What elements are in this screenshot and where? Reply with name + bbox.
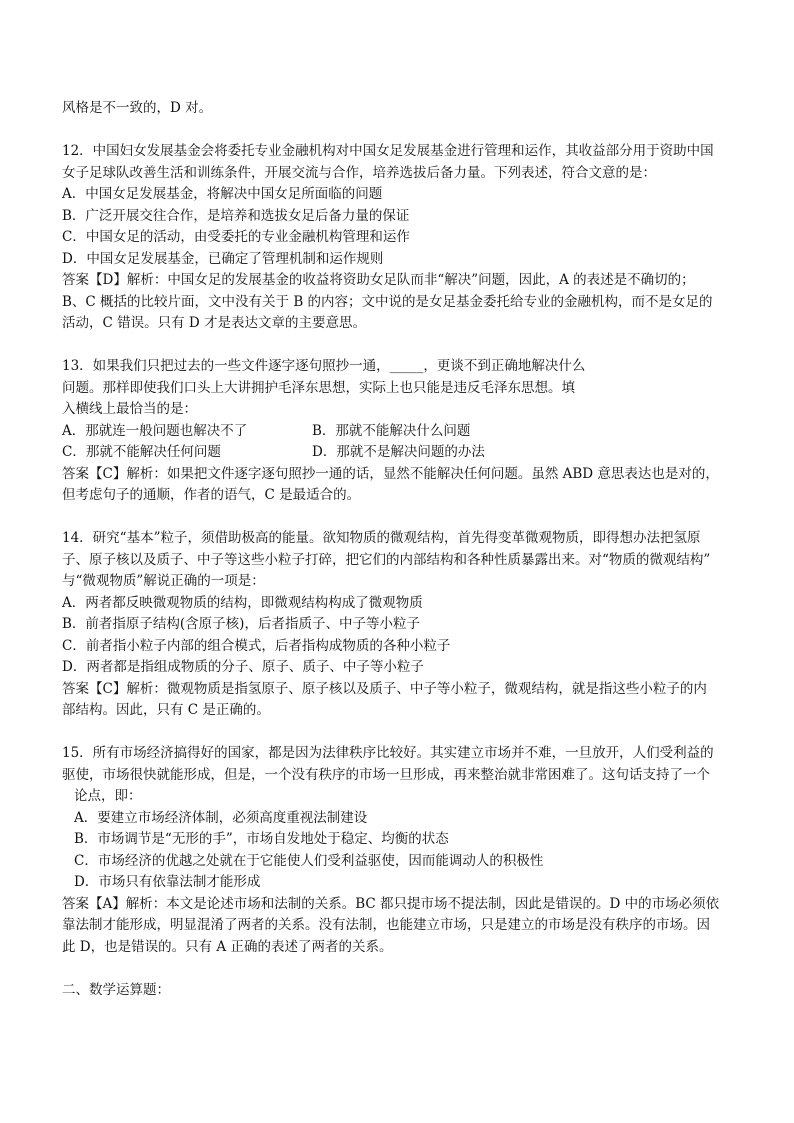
answer-line: 答案【D】解析：中国女足的发展基金的收益将资助女足队而非“解决”问题，因此，A 的表述是不确切的； xyxy=(62,272,695,288)
question-stem-line: 入横线上最恰当的是： xyxy=(62,401,197,417)
previous-answer-tail: 风格是不一致的，D 对。 xyxy=(62,100,213,116)
option-c: C．那就不能解决任何问题 xyxy=(62,444,221,460)
question-stem-line: 14．研究“基本”粒子，须借助极高的能量。欲知物质的微观结构，首先得变革微观物质，即得想办法把氢原 xyxy=(62,530,701,546)
question-12 xyxy=(62,141,742,335)
answer-line: 此 D，也是错误的。只有 A 正确的表述了两者的关系。 xyxy=(62,938,393,955)
answer-line: 但考虑句子的通顺，作者的语气，C 是最适合的。 xyxy=(62,487,361,503)
question-15 xyxy=(62,743,742,958)
option-c: C．中国女足的活动，由受委托的专业金融机构管理和运作 xyxy=(62,229,410,245)
option-a: A．要建立市场经济体制，必须高度重视法制建设 xyxy=(74,809,368,826)
answer-line: 答案【A】解析：本文是论述市场和法制的关系。BC 都只提市场不提法制，因此是错误的。D 中的市场必须依 xyxy=(62,895,720,912)
question-stem-line: 子、原子核以及质子、中子等这些小粒子打碎，把它们的内部结构和各种性质暴露出来。对“物质的微观结构” xyxy=(62,551,711,568)
question-13 xyxy=(62,356,742,507)
answer-line: 答案【C】解析：微观物质是指氢原子、原子核以及质子、中子等小粒子，微观结构，就是指这些小粒子的内 xyxy=(62,680,707,697)
option-c: C．前者指小粒子内部的组合模式，后者指构成物质的各种小粒子 xyxy=(62,637,451,654)
question-14 xyxy=(62,528,742,722)
option-a: A．中国女足发展基金，将解决中国女足所面临的问题 xyxy=(62,186,383,202)
option-c: C．市场经济的优越之处就在于它能使人们受利益驱使，因而能调动人的积极性 xyxy=(74,852,544,869)
question-stem-line: 与“微观物质”解说正确的一项是： xyxy=(62,573,265,589)
option-b: B．前者指原子结构(含原子核)，后者指质子、中子等小粒子 xyxy=(62,616,420,632)
section-heading: 二、数学运算题： xyxy=(62,981,170,998)
answer-line: 靠法制才能形成，明显混淆了两者的关系。没有法制，也能建立市场，只是建立的市场是没有秩序的市场。因 xyxy=(62,917,710,933)
option-d: D．那就不是解决问题的办法 xyxy=(312,444,485,460)
question-stem-line: 12．中国妇女发展基金会将委托专业金融机构对中国女足发展基金进行管理和运作，其收益部分用于资助中国 xyxy=(62,143,714,159)
question-stem-line: 问题。那样即使我们口头上大讲拥护毛泽东思想，实际上也只能是违反毛泽东思想。填 xyxy=(62,379,575,396)
answer-line: B、C 概括的比较片面，文中没有关于 B 的内容；文中说的是女足基金委托给专业的金融机构，而不是女足的 xyxy=(62,293,713,310)
question-stem-line: 论点，即： xyxy=(74,788,142,804)
question-stem-line: 女子足球队改善生活和训练条件，开展交流与合作，培养选拔后备力量。下列表述，符合文意的是： xyxy=(62,164,656,181)
option-b: B．市场调节是“无形的手”，市场自发地处于稳定、均衡的状态 xyxy=(74,831,449,847)
option-b: B．那就不能解决什么问题 xyxy=(312,422,471,439)
question-stem-line: 驱使，市场很快就能形成，但是，一个没有秩序的市场一旦形成，再来整治就非常困难了。这句话支持了一个 xyxy=(62,766,710,783)
options-row xyxy=(62,421,742,443)
answer-line: 答案【C】解析：如果把文件逐字逐句照抄一通的话，显然不能解决任何问题。虽然 ABD 意思表达也是对的， xyxy=(62,465,719,482)
options-row xyxy=(62,442,742,464)
document-page xyxy=(62,98,742,1001)
option-d: D．市场只有依靠法制才能形成 xyxy=(74,874,261,890)
question-stem-line: 15．所有市场经济搞得好的国家，都是因为法律秩序比较好。其实建立市场并不难，一旦放开，人们受利益的 xyxy=(62,745,714,761)
option-d: D．两者都是指组成物质的分子、原子、质子、中子等小粒子 xyxy=(62,659,424,675)
question-stem-line: 13．如果我们只把过去的一些文件逐字逐句照抄一通，_____，更谈不到正确地解决什么 xyxy=(62,358,586,374)
answer-line: 活动，C 错误。只有 D 才是表达文章的主要意思。 xyxy=(62,315,367,331)
option-a: A．两者都反映微观物质的结构，即微观结构构成了微观物质 xyxy=(62,594,423,611)
option-a: A．那就连一般问题也解决不了 xyxy=(62,422,248,439)
answer-line: 部结构。因此，只有 C 是正确的。 xyxy=(62,702,270,718)
option-d: D．中国女足发展基金，已确定了管理机制和运作规则 xyxy=(62,250,384,267)
option-b: B．广泛开展交往合作，是培养和选拔女足后备力量的保证 xyxy=(62,207,410,224)
